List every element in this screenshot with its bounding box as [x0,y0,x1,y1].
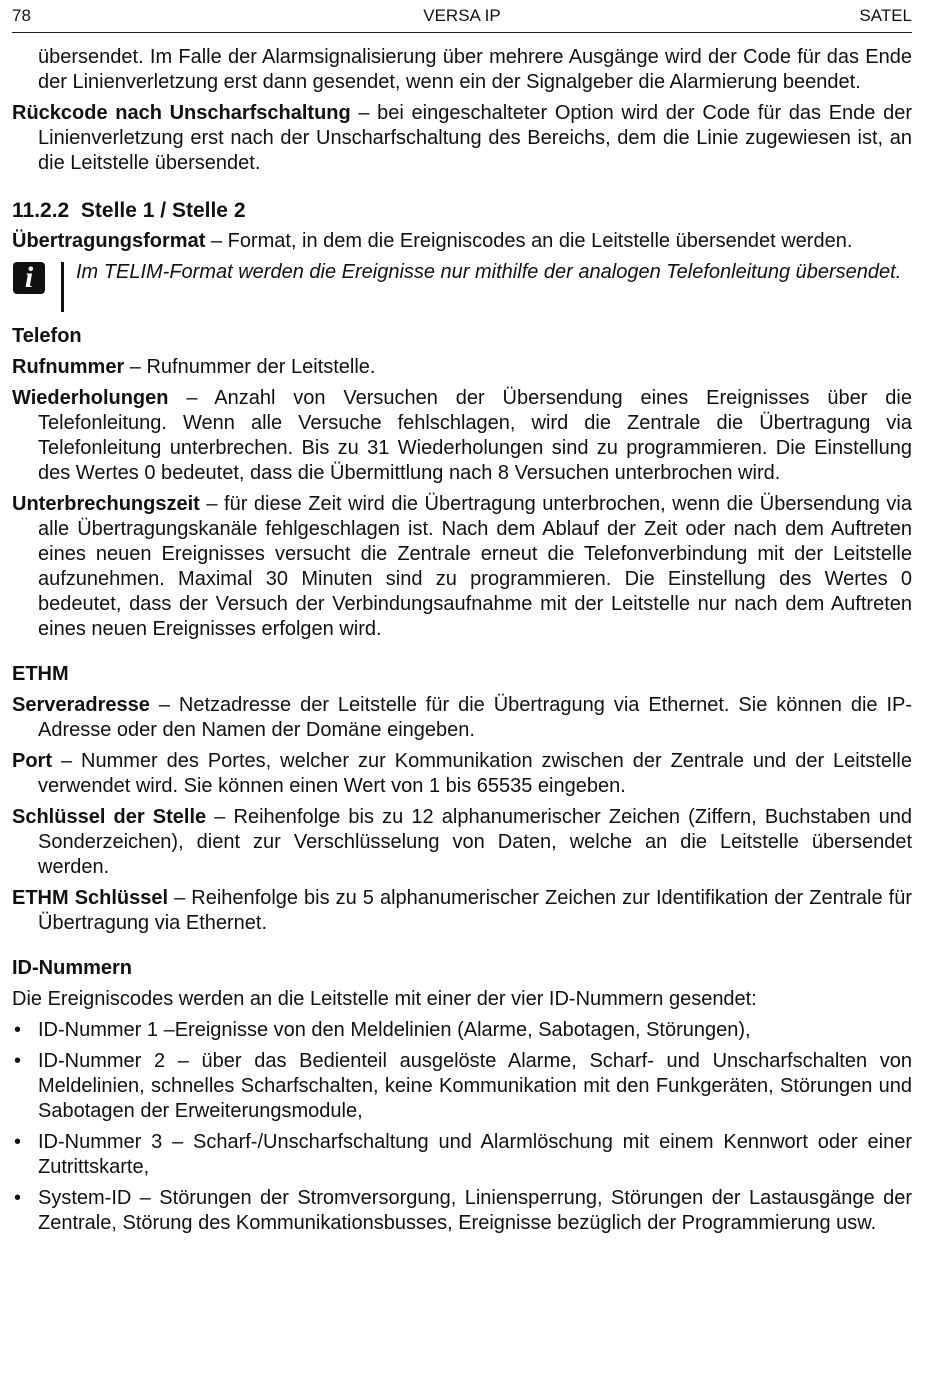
definition-rufnummer [12,355,912,380]
definition-text: – Anzahl von Versuchen der Übersendung eines Ereignisses über die Telefonleitung. Wenn alle Versuche fehlschlagen, wird die Zentrale die Übertragung via Telefonleitung unterbrechen. Bis zu 31 Wiederholungen sind zu programmieren. Die Einstellung des Wertes 0 bedeutet, dass die Übermittlung nach 8 Versuchen unterbrochen wird. [38,387,912,484]
definition-term: Rufnummer [12,356,125,378]
definition-rueckcode [12,101,912,176]
definition-term: Übertragungsformat [12,230,206,252]
definition-term: ETHM Schlüssel [12,887,169,909]
section-number: 11.2.2 [12,199,70,222]
list-item-text: ID-Nummer 2 – über das Bedienteil ausgelöste Alarme, Scharf- und Unscharfschalten von Meldelinien, schnelles Scharfschalten, keine Kommunikation mit den Funkgeräten, Störungen und Sabotagen der Erweiterungsmodule, [38,1050,912,1122]
info-icon: i [13,262,45,294]
list-item [12,1018,912,1043]
bullet-icon: • [14,1131,22,1153]
definition-term: Port [12,750,52,772]
definition-term: Rückcode nach Unscharfschaltung [12,102,351,124]
list-item-text: ID-Nummer 1 –Ereignisse von den Meldelinien (Alarme, Sabotagen, Störungen), [38,1019,751,1041]
definition-text: – Reihenfolge bis zu 5 alphanumerischer Zeichen zur Identifikation der Zentrale für Übertragung via Ethernet. [38,887,912,934]
info-note [12,260,912,314]
definition-wiederholungen [12,386,912,486]
subheading-id-nummern: ID-Nummern [12,957,133,979]
definition-term: Schlüssel der Stelle [12,806,207,828]
subheading-telefon: Telefon [12,325,82,347]
subheading-ethm: ETHM [12,663,69,685]
definition-text: – für diese Zeit wird die Übertragung unterbrochen, wenn die Übersendung via alle Übertragungskanäle fehlgeschlagen ist. Nach dem Ablauf der Zeit oder nach dem Auftreten eines neuen Ereignisses versucht die Zentrale erneut die Telefonverbindung mit der Leitstelle aufzunehmen. Maximal 30 Minuten sind zu programmieren. Die Einstellung des Wertes 0 bedeutet, dass der Versuch der Verbindungsaufnahme mit der Leitstelle nur nach dem Auftreten eines neuen Ereignisses erfolgen wird. [38,493,912,640]
definition-text: – Reihenfolge bis zu 12 alphanumerischer Zeichen (Ziffern, Buchstaben und Sonderzeichen), dient zur Verschlüsselung von Daten, welche an die Leitstelle übersendet werden. [38,806,912,878]
definition-ethm-schluessel [12,886,912,936]
definition-text: – Nummer des Portes, welcher zur Kommunikation zwischen der Zentrale und der Leitstelle verwendet wird. Sie können einen Wert von 1 bis 65535 eingeben. [38,750,912,797]
definition-term: Unterbrechungszeit [12,493,200,515]
definition-uebertragungsformat [12,229,912,254]
bullet-icon: • [14,1187,22,1209]
bullet-icon: • [14,1050,22,1072]
page-number: 78 [12,6,31,25]
list-item-text: ID-Nummer 3 – Scharf-/Unscharfschaltung und Alarmlöschung mit einem Kennwort oder einer Zutrittskarte, [38,1131,912,1178]
definition-term: Wiederholungen [12,387,169,409]
section-heading [12,198,912,223]
list-item [12,1130,912,1180]
header-brand: SATEL [859,6,912,25]
definition-serveradresse [12,693,912,743]
document-page [12,0,912,1242]
section-title: Stelle 1 / Stelle 2 [80,199,246,222]
definition-port [12,749,912,799]
list-item [12,1186,912,1236]
id-nummern-intro: Die Ereigniscodes werden an die Leitstelle mit einer der vier ID-Nummern gesendet: [12,988,757,1010]
definition-text: – Netzadresse der Leitstelle für die Übertragung via Ethernet. Sie können die IP-Adresse oder den Namen der Domäne eingeben. [38,694,912,741]
list-item [12,1049,912,1124]
page-header [12,4,912,33]
definition-unterbrechungszeit [12,492,912,642]
definition-text: – Rufnummer der Leitstelle. [124,356,376,378]
header-title: VERSA IP [423,6,501,25]
definition-schluessel-der-stelle [12,805,912,880]
note-text: Im TELIM-Format werden die Ereignisse nur mithilfe der analogen Telefonleitung übersendet. [76,261,902,283]
note-bar [61,262,64,312]
id-nummern-list [12,1018,912,1236]
definition-text: – Format, in dem die Ereigniscodes an die Leitstelle übersendet werden. [205,230,853,252]
intro-continuation: übersendet. Im Falle der Alarmsignalisierung über mehrere Ausgänge wird der Code für das Ende der Linienverletzung erst dann gesendet, wenn ein der Signalgeber die Alarmierung beendet. [38,46,912,93]
bullet-icon: • [14,1019,22,1041]
definition-text: – bei eingeschalteter Option wird der Code für das Ende der Linienverletzung erst nach der Unscharfschaltung des Bereichs, dem die Linie zugewiesen ist, an die Leitstelle übersendet. [38,102,912,174]
list-item-text: System-ID – Störungen der Stromversorgung, Liniensperrung, Störungen der Lastausgänge der Zentrale, Störung des Kommunikationsbusses, Ereignisse bezüglich der Programmierung usw. [38,1187,912,1234]
definition-term: Serveradresse [12,694,150,716]
